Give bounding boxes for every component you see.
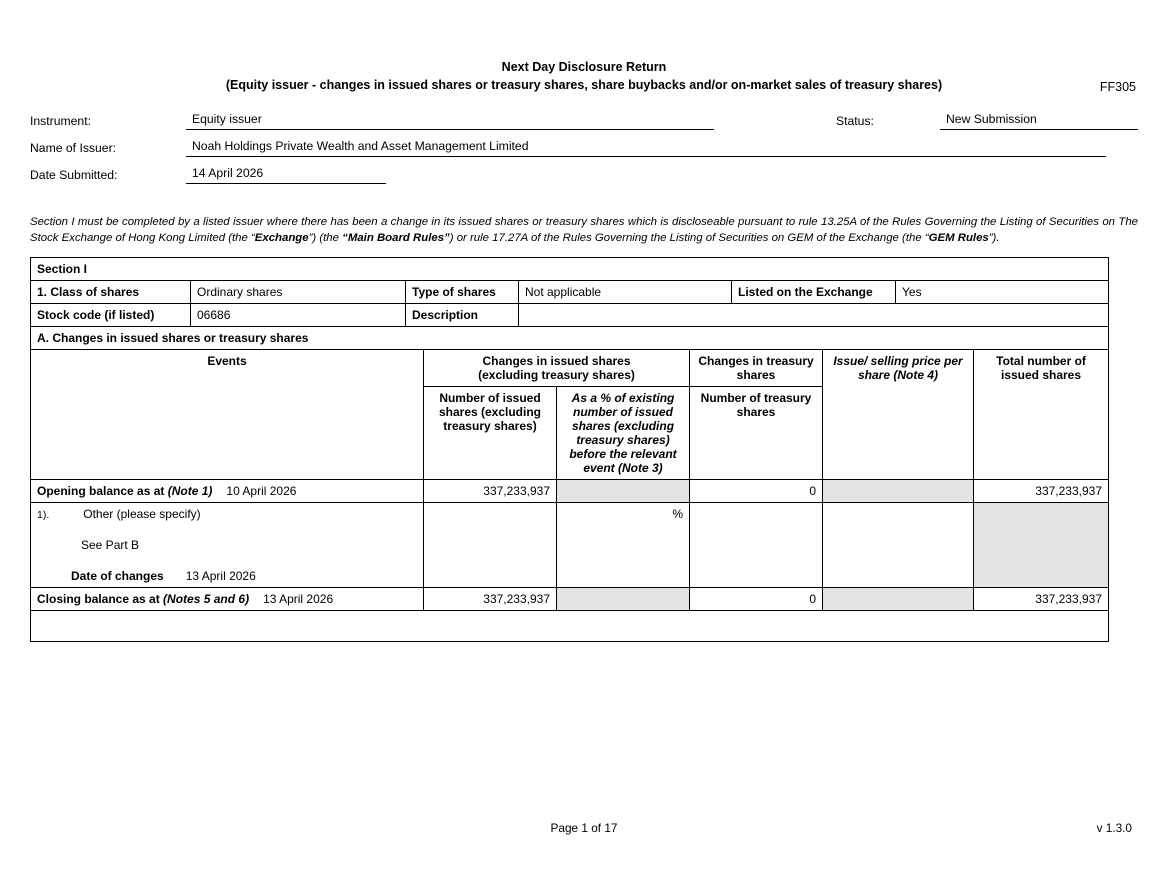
- col-percent-header: As a % of existing number of issued shares (excluding treasury shares) before the relevant event (Note 3): [557, 386, 690, 479]
- document-title-line1: Next Day Disclosure Return: [501, 60, 667, 74]
- other-event-date-value: 13 April 2026: [185, 568, 256, 583]
- part-a-row: [31, 326, 1109, 349]
- group-changes-issued-line2: (excluding treasury shares): [478, 367, 635, 382]
- issuer-row: [30, 139, 1138, 157]
- intro-gem: GEM Rules: [928, 232, 989, 245]
- status-row: [836, 112, 1138, 130]
- stock-code-value: 06686: [191, 303, 406, 326]
- opening-balance-label: [31, 479, 424, 502]
- col-price-header: Issue/ selling price per share (Note 4): [823, 349, 974, 479]
- intro-part3: ) or rule 17.27A of the Rules Governing the Listing of Securities on GEM of the Exchange (the “: [449, 232, 929, 245]
- opening-balance-date: 10 April 2026: [226, 483, 297, 498]
- document-title-line2: (Equity issuer - changes in issued shares or treasury shares, share buybacks and/or on-market sales of treasury shares): [225, 78, 943, 93]
- other-event-see-part-b: See Part B: [81, 537, 140, 552]
- closing-balance-percent: [557, 587, 690, 610]
- closing-balance-date: 13 April 2026: [263, 591, 334, 606]
- stock-code-row: [31, 303, 1109, 326]
- description-value: [519, 303, 1109, 326]
- date-submitted-field[interactable]: 14 April 2026: [186, 166, 386, 184]
- section-title-row: [31, 257, 1109, 280]
- intro-exchange: Exchange: [254, 232, 309, 245]
- class-of-shares-row: [31, 280, 1109, 303]
- group-changes-issued-header: [424, 349, 690, 386]
- version-label: v 1.3.0: [1096, 821, 1132, 835]
- form-code: FF305: [1099, 80, 1136, 94]
- listed-on-exchange-label: Listed on the Exchange: [732, 280, 896, 303]
- intro-main-board: “Main Board Rules”: [342, 232, 450, 245]
- group-changes-treasury-header: [690, 349, 823, 386]
- col-events-header: Events: [31, 349, 424, 479]
- other-event-first-line: [37, 507, 417, 521]
- other-event-text: Other (please specify): [83, 506, 201, 521]
- other-event-date-label: [37, 569, 417, 583]
- col-number-treasury-header: Number of treasury shares: [690, 386, 823, 479]
- closing-balance-text: Closing balance as at: [37, 591, 164, 606]
- closing-balance-price: [823, 587, 974, 610]
- instrument-label: Instrument:: [30, 114, 91, 129]
- other-event-total: [974, 502, 1109, 587]
- other-event-label: [31, 502, 424, 587]
- instrument-field[interactable]: Equity issuer: [186, 112, 714, 130]
- opening-balance-percent: [557, 479, 690, 502]
- description-label: Description: [406, 303, 519, 326]
- class-of-shares-value: Ordinary shares: [191, 280, 406, 303]
- status-label: Status:: [836, 114, 874, 129]
- closing-balance-treasury: 0: [690, 587, 823, 610]
- opening-balance-issued: 337,233,937: [424, 479, 557, 502]
- section-intro: [30, 214, 1138, 246]
- class-of-shares-label: 1. Class of shares: [31, 280, 191, 303]
- page-footer: [30, 821, 1138, 835]
- status-field[interactable]: New Submission: [940, 112, 1138, 130]
- date-submitted-label: Date Submitted:: [30, 168, 118, 183]
- intro-part1: Section I must be completed by a listed issuer where there has been a change in its issued shares or treasury shares which is discloseable pursuant to rule 13.25A of the Rules Governing the Listing of Securities on The Stock Exchange of Hong Kong Limited (the “: [30, 216, 1138, 245]
- section-one-table: [30, 257, 1109, 350]
- other-event-row: [31, 502, 1109, 587]
- group-changes-treasury-line1: Changes in treasury: [698, 353, 814, 368]
- stock-code-label: Stock code (if listed): [31, 303, 191, 326]
- opening-balance-total: 337,233,937: [974, 479, 1109, 502]
- group-changes-issued-line1: Changes in issued shares: [482, 353, 631, 368]
- changes-group-header-row: [31, 349, 1109, 386]
- opening-balance-note: (Note 1): [167, 483, 213, 498]
- opening-balance-text: Opening balance as at: [37, 483, 168, 498]
- opening-balance-row: [31, 479, 1109, 502]
- closing-balance-note: (Notes 5 and 6): [163, 591, 250, 606]
- header-fields: [30, 112, 1138, 198]
- table-blank-row: [31, 610, 1109, 641]
- intro-part2: ”) (the: [308, 232, 343, 245]
- other-event-price: [823, 502, 974, 587]
- other-event-index: 1).: [37, 508, 50, 521]
- closing-balance-issued: 337,233,937: [424, 587, 557, 610]
- opening-balance-treasury: 0: [690, 479, 823, 502]
- listed-on-exchange-value: Yes: [896, 280, 1109, 303]
- other-event-percent: %: [557, 502, 690, 587]
- table-blank-cell: [31, 610, 1109, 641]
- type-of-shares-value: Not applicable: [519, 280, 732, 303]
- date-submitted-row: [30, 166, 1138, 184]
- document-page: [0, 58, 1168, 883]
- closing-balance-row: [31, 587, 1109, 610]
- closing-balance-label: [31, 587, 424, 610]
- section-title: Section I: [31, 257, 1109, 280]
- col-number-issued-header: Number of issued shares (excluding treasury shares): [424, 386, 557, 479]
- closing-balance-total: 337,233,937: [974, 587, 1109, 610]
- col-total-header: Total number of issued shares: [974, 349, 1109, 479]
- other-event-treasury: [690, 502, 823, 587]
- part-a-title: A. Changes in issued shares or treasury shares: [31, 326, 1109, 349]
- intro-part4: ”).: [988, 232, 1000, 245]
- issuer-label: Name of Issuer:: [30, 141, 117, 156]
- group-changes-treasury-line2: shares: [736, 367, 776, 382]
- other-event-issued: [424, 502, 557, 587]
- changes-table: [30, 349, 1109, 642]
- document-title: [30, 58, 1138, 94]
- type-of-shares-label: Type of shares: [406, 280, 519, 303]
- page-number: Page 1 of 17: [550, 821, 618, 835]
- issuer-field[interactable]: Noah Holdings Private Wealth and Asset Management Limited: [186, 139, 1106, 157]
- opening-balance-price: [823, 479, 974, 502]
- other-event-date-label-text: Date of changes: [71, 568, 164, 583]
